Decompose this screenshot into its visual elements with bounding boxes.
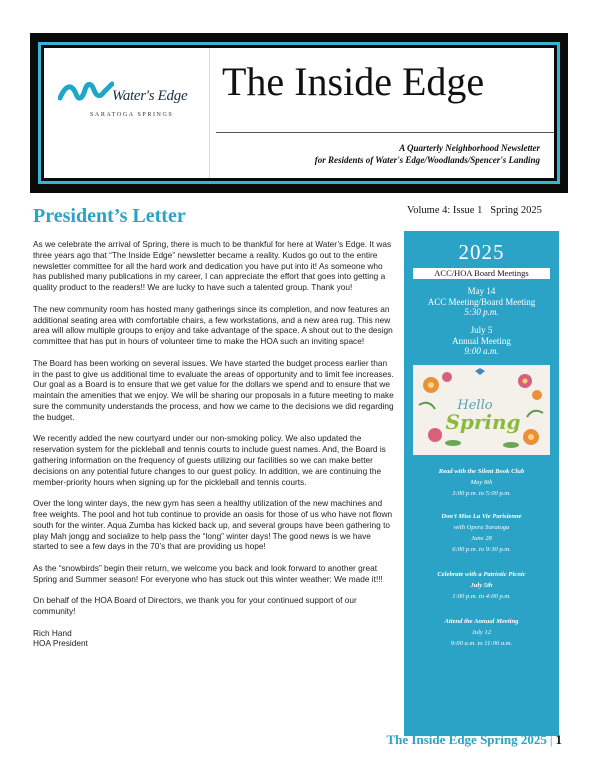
events-sidebar xyxy=(404,231,559,736)
letter-paragraph: We recently added the new courtyard under our non-smoking policy. We also updated the reservation system for the pickleball and tennis courts to include guest names. And, the Board is gathering information on the frequency of guests utilizing our facilities so we can make better decisions on any potential future changes to our guest policy. In addition, we are continuing the member-priority hours when signing up for the pickleball and tennis courts. xyxy=(33,433,386,487)
event-time: 6:00 p.m. to 9:30 p.m. xyxy=(452,546,511,553)
letter-paragraph: As we celebrate the arrival of Spring, there is much to be thankful for here at Water’s Edge. It was three years ago that “The Inside Edge” newsletter became a reality. Kudos go out to the entire newsletter committee for all the hard work and dedication you have put into it! As someone who has published many publications in my career, I can appreciate the effort that goes into getting a quality product to the readers!! We are lucky to have such a talented group. Thank you! xyxy=(33,239,392,293)
event-time: 9:00 a.m. to 11:00 a.m. xyxy=(450,640,513,647)
masthead-inner xyxy=(44,48,554,178)
event-title: Don't Miss La Vie Parisienne xyxy=(441,513,522,520)
subtitle-line-2: for Residents of Water's Edge/Woodlands/Spencer's Landing xyxy=(314,155,540,165)
floral-illustration xyxy=(413,365,550,455)
event-title: Celebrate with a Patriotic Picnic xyxy=(437,571,526,578)
masthead xyxy=(30,33,568,193)
letter-paragraph: On behalf of the HOA Board of Directors, we thank you for your continued support of our community! xyxy=(33,595,357,617)
logo-location: SARATOGA SPRINGS xyxy=(90,112,174,118)
subtitle-line-1: A Quarterly Neighborhood Newsletter xyxy=(399,143,540,153)
logo-name: Water's Edge xyxy=(112,88,188,104)
newsletter-subtitle xyxy=(315,142,540,166)
event-time: 1:00 p.m. to 4:00 p.m. xyxy=(452,593,511,600)
sidebar-year: 2025 xyxy=(458,240,505,264)
event-item xyxy=(404,569,559,602)
title-rule xyxy=(216,132,554,133)
waters-edge-logo xyxy=(44,48,210,178)
event-date: May 8th xyxy=(470,479,493,486)
meeting-name: Annual Meeting xyxy=(452,335,511,346)
page-footer xyxy=(387,732,562,748)
footer-separator: | xyxy=(549,732,553,747)
letter-paragraph: As the “snowbirds” begin their return, we welcome you back and look forward to another great Spring and Summer season! For everyone who has stuck out this winter weather: We made it!!! xyxy=(33,562,383,584)
letter-heading: President’s Letter xyxy=(33,205,186,227)
signer-name: Rich Hand xyxy=(33,627,72,638)
meeting-item xyxy=(404,325,559,357)
newsletter-title: The Inside Edge xyxy=(222,59,485,104)
page-number: 1 xyxy=(555,732,562,747)
event-item xyxy=(404,511,559,555)
event-date-2: June 28 xyxy=(471,535,492,542)
meeting-date: May 14 xyxy=(467,286,496,296)
signer-title: HOA President xyxy=(33,638,88,649)
wave-logo-icon xyxy=(58,78,114,108)
board-meetings-heading: ACC/HOA Board Meetings xyxy=(413,268,550,279)
event-title: Attend the Annual Meeting xyxy=(444,618,519,625)
event-title: Read with the Silent Book Club xyxy=(438,468,525,475)
hello-spring-image xyxy=(413,365,550,455)
letter-paragraph: Over the long winter days, the new gym has seen a healthy utilization of the new machines and free weights. The pool and hot tub continue to provide an oasis for those of us who have not flown south for the winter. Aqua Zumba has kicked back up, and several groups have been gathering to play Mah jongg and socialize to help pass the “long” winter days! The good news is we have started to see a few days in the 70’s that are providing us hope! xyxy=(33,498,393,552)
svg-text:Hello: Hello xyxy=(457,398,493,413)
issue-line xyxy=(407,205,542,216)
meeting-item xyxy=(404,286,559,318)
svg-text:Spring: Spring xyxy=(445,410,521,434)
footer-title: The Inside Edge Spring 2025 xyxy=(386,732,547,747)
meeting-date: July 5 xyxy=(470,325,493,335)
volume-label: Volume 4: Issue 1 xyxy=(407,205,483,216)
meeting-name: ACC Meeting/Board Meeting xyxy=(427,296,536,307)
meeting-time: 5:30 p.m. xyxy=(464,307,499,317)
event-item xyxy=(404,616,559,649)
event-time: 3:00 p.m. to 5:00 p.m. xyxy=(452,490,511,497)
letter-body xyxy=(33,239,395,649)
letter-paragraph: The Board has been working on several issues. We have started the budget process earlier than in the past to give us additional time to evaluate the areas of opportunity and to limit fee increases. Our goal as a Board is to ensure that we get value for the dollars we spend and to ensure that we maintain the amenities that we enjoy. We will be sharing our proposals in a future meeting to make sure the community understands the process, and how we came to the decisions we did regarding the budget. xyxy=(33,357,394,422)
event-date: with Opera Saratoga xyxy=(453,524,510,531)
letter-paragraph: The new community room has hosted many gatherings since its completion, and now features an additional seating area with comfortable chairs, a few workstations, and a new area rug. This new area will allow multiple groups to enjoy and take advantage of the space. A shout out to the design committee that has put in hours of volunteer time to make the HOA such an inviting space! xyxy=(33,303,393,347)
event-item xyxy=(404,466,559,499)
meeting-time: 9:00 a.m. xyxy=(464,346,499,356)
event-date: July 5th xyxy=(470,582,493,589)
event-date: July 12 xyxy=(471,629,492,636)
season-label: Spring 2025 xyxy=(490,205,542,216)
